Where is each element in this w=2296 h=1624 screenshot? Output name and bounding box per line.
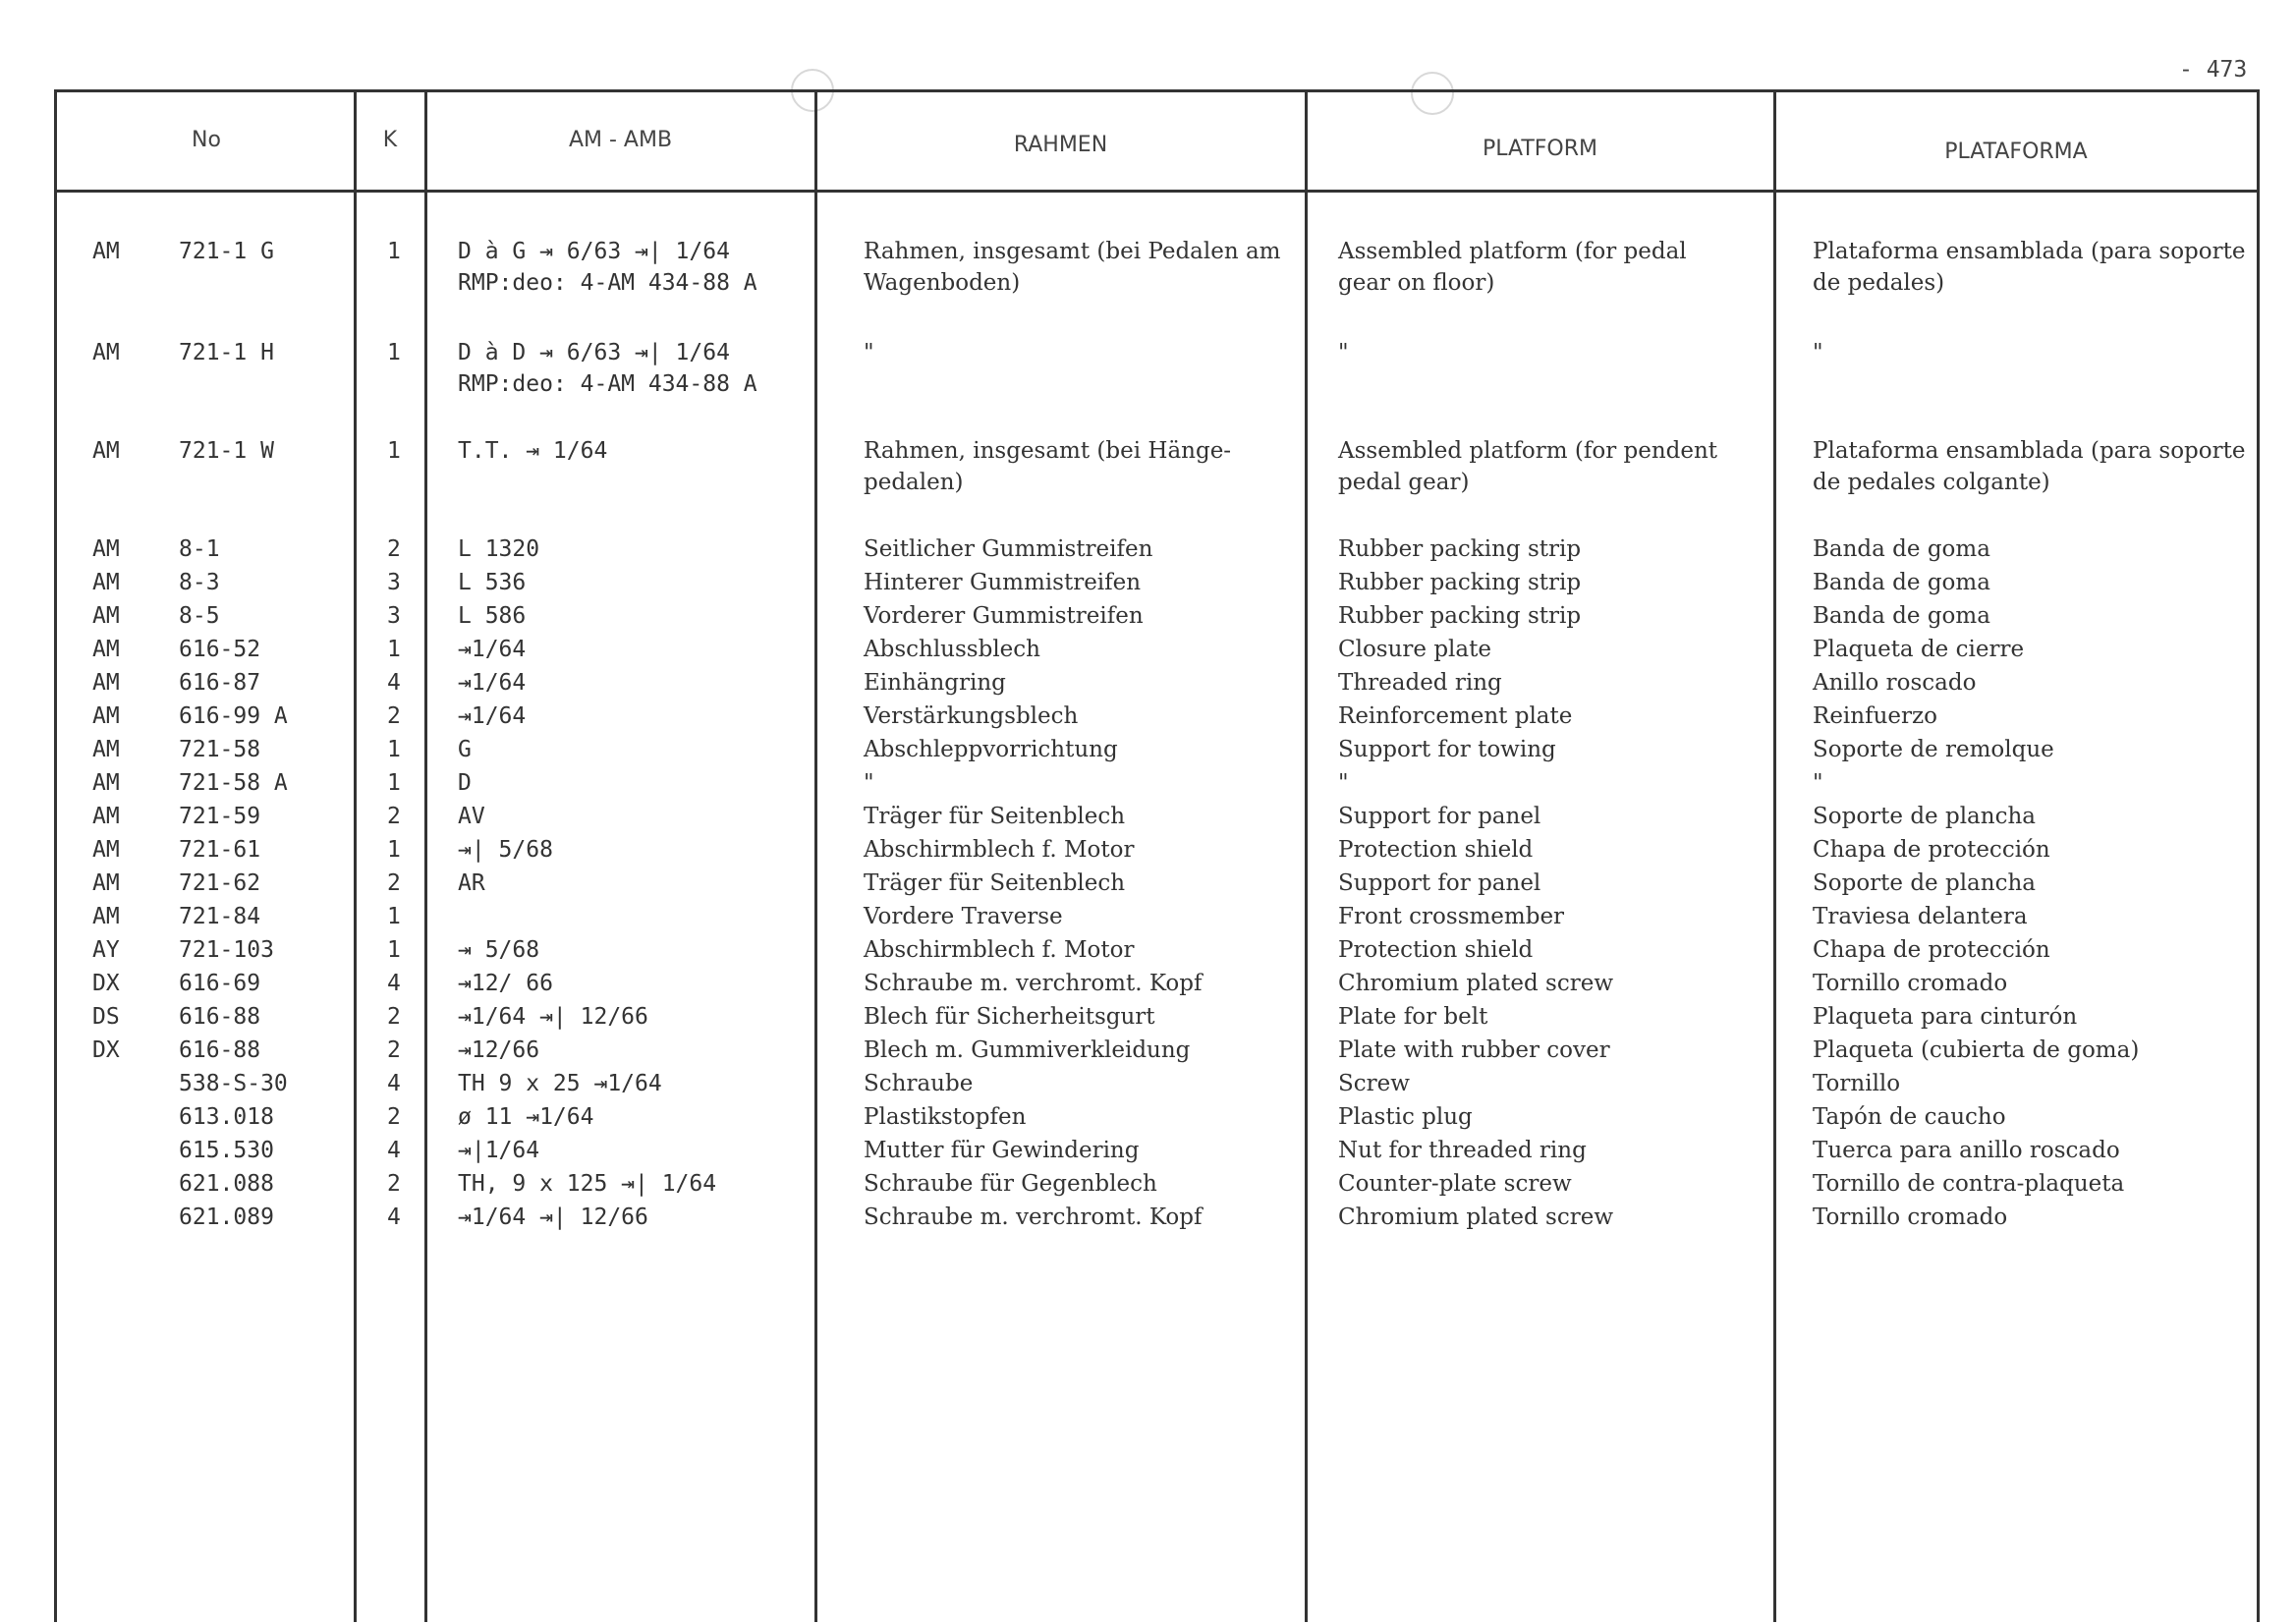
english-description: Protection shield (1338, 937, 1534, 963)
spanish-description: Plataforma ensamblada (para soporte de pedales) (1813, 239, 2246, 296)
spanish-description: Soporte de plancha (1813, 804, 2036, 829)
spanish-description: Tuerca para anillo roscado (1813, 1138, 2120, 1163)
german-description: Schraube m. verchromt. Kopf (864, 971, 1203, 996)
table-row (0, 937, 2296, 971)
english-description: Support for panel (1338, 870, 1541, 896)
spanish-description: Plataforma ensamblada (para soporte de pedales colgante) (1813, 438, 2246, 495)
english-description: Plate with rubber cover (1338, 1037, 1610, 1063)
part-prefix: AM (92, 340, 120, 365)
table-row (0, 804, 2296, 837)
part-prefix: AM (92, 870, 120, 896)
part-prefix: AM (92, 570, 120, 595)
spanish-description: Plaqueta (cubierta de goma) (1813, 1037, 2140, 1063)
table-row (0, 670, 2296, 703)
english-description: Rubber packing strip (1338, 603, 1582, 629)
german-description: Rahmen, insgesamt (bei Hänge- pedalen) (864, 438, 1232, 495)
page-number: - 473 (2179, 57, 2248, 83)
part-number: 621.089 (179, 1204, 274, 1230)
part-number: 538-S-30 (179, 1071, 288, 1096)
german-description: Abschirmblech f. Motor (864, 937, 1135, 963)
table-row (0, 340, 2296, 397)
table-row (0, 1204, 2296, 1238)
application-info: L 586 (458, 603, 527, 629)
spanish-description: Reinfuerzo (1813, 703, 1937, 729)
part-prefix: DX (92, 971, 120, 996)
application-info: ⇥12/66 (458, 1037, 540, 1063)
spanish-description: " (1813, 340, 1823, 365)
application-info: ⇥1/64 (458, 670, 527, 696)
part-number: 8-1 (179, 536, 220, 562)
spanish-description: " (1813, 770, 1823, 796)
header-k: K (382, 128, 398, 152)
part-number: 721-84 (179, 904, 261, 929)
application-info: ⇥1/64 (458, 637, 527, 662)
quantity: 1 (387, 340, 401, 365)
quantity: 2 (387, 1104, 401, 1130)
quantity: 4 (387, 971, 401, 996)
quantity: 2 (387, 1037, 401, 1063)
spanish-description: Banda de goma (1813, 603, 1990, 629)
english-description: " (1338, 770, 1349, 796)
part-prefix: AM (92, 670, 120, 696)
quantity: 2 (387, 804, 401, 829)
part-number: 721-59 (179, 804, 261, 829)
english-description: Nut for threaded ring (1338, 1138, 1587, 1163)
english-description: Screw (1338, 1071, 1410, 1096)
table-row (0, 1071, 2296, 1104)
german-description: Schraube (864, 1071, 974, 1096)
quantity: 1 (387, 837, 401, 863)
part-prefix: AM (92, 737, 120, 762)
spanish-description: Chapa de protección (1813, 837, 2050, 863)
table-row (0, 1104, 2296, 1138)
quantity: 4 (387, 1138, 401, 1163)
application-info: ⇥| 5/68 (458, 837, 553, 863)
spanish-description: Plaqueta para cinturón (1813, 1004, 2078, 1030)
english-description: Rubber packing strip (1338, 536, 1582, 562)
part-number: 616-99 A (179, 703, 288, 729)
spanish-description: Anillo roscado (1813, 670, 1977, 696)
german-description: Blech für Sicherheitsgurt (864, 1004, 1155, 1030)
part-number: 721-1 W (179, 438, 274, 464)
german-description: Schraube m. verchromt. Kopf (864, 1204, 1203, 1230)
application-info: D (458, 770, 472, 796)
german-description: Einhängring (864, 670, 1006, 696)
table-row (0, 536, 2296, 570)
application-info: D à G ⇥ 6/63 ⇥| 1/64 RMP:deo: 4-AM 434-88 A (458, 239, 757, 296)
spanish-description: Tornillo de contra-plaqueta (1813, 1171, 2125, 1197)
part-prefix: AM (92, 904, 120, 929)
application-info: L 536 (458, 570, 527, 595)
spanish-description: Chapa de protección (1813, 937, 2050, 963)
part-prefix: DS (92, 1004, 120, 1030)
english-description: Chromium plated screw (1338, 971, 1614, 996)
part-number: 616-52 (179, 637, 261, 662)
english-description: Assembled platform (for pendent pedal gear) (1338, 438, 1718, 495)
quantity: 2 (387, 870, 401, 896)
part-prefix: AM (92, 239, 120, 264)
header-plataforma: PLATAFORMA (1944, 140, 2088, 164)
application-info: AV (458, 804, 485, 829)
table-row (0, 438, 2296, 495)
table-row (0, 904, 2296, 937)
application-info: TH 9 x 25 ⇥1/64 (458, 1071, 662, 1096)
german-description: " (864, 340, 874, 365)
part-number: 721-61 (179, 837, 261, 863)
part-number: 613.018 (179, 1104, 274, 1130)
part-prefix: AM (92, 804, 120, 829)
german-description: Hinterer Gummistreifen (864, 570, 1142, 595)
quantity: 1 (387, 239, 401, 264)
application-info: ⇥|1/64 (458, 1138, 540, 1163)
quantity: 2 (387, 536, 401, 562)
part-prefix: AM (92, 438, 120, 464)
application-info: TH, 9 x 125 ⇥| 1/64 (458, 1171, 717, 1197)
application-info: ⇥1/64 (458, 703, 527, 729)
part-number: 721-1 H (179, 340, 274, 365)
quantity: 3 (387, 603, 401, 629)
part-prefix: AM (92, 637, 120, 662)
application-info: ⇥12/ 66 (458, 971, 553, 996)
english-description: Front crossmember (1338, 904, 1565, 929)
table-row (0, 870, 2296, 904)
english-description: Rubber packing strip (1338, 570, 1582, 595)
application-info: ⇥1/64 ⇥| 12/66 (458, 1004, 648, 1030)
german-description: Vorderer Gummistreifen (864, 603, 1144, 629)
application-info: ⇥ 5/68 (458, 937, 540, 963)
spanish-description: Banda de goma (1813, 570, 1990, 595)
table-row (0, 1171, 2296, 1204)
quantity: 1 (387, 770, 401, 796)
part-number: 8-3 (179, 570, 220, 595)
part-number: 621.088 (179, 1171, 274, 1197)
spanish-description: Tornillo (1813, 1071, 1901, 1096)
english-description: Plate for belt (1338, 1004, 1488, 1030)
english-description: Counter-plate screw (1338, 1171, 1572, 1197)
part-number: 721-58 (179, 737, 261, 762)
german-description: Blech m. Gummiverkleidung (864, 1037, 1191, 1063)
part-number: 616-87 (179, 670, 261, 696)
application-info: AR (458, 870, 485, 896)
spanish-description: Tapón de caucho (1813, 1104, 2006, 1130)
german-description: Rahmen, insgesamt (bei Pedalen am Wagenboden) (864, 239, 1281, 296)
german-description: Plastikstopfen (864, 1104, 1027, 1130)
table-row (0, 637, 2296, 670)
english-description: Reinforcement plate (1338, 703, 1573, 729)
table-row (0, 971, 2296, 1004)
quantity: 1 (387, 937, 401, 963)
german-description: Verstärkungsblech (864, 703, 1079, 729)
table-row (0, 1004, 2296, 1037)
part-prefix: AM (92, 837, 120, 863)
german-description: Abschlussblech (864, 637, 1040, 662)
application-info: G (458, 737, 472, 762)
spanish-description: Soporte de plancha (1813, 870, 2036, 896)
english-description: Closure plate (1338, 637, 1491, 662)
table-row (0, 770, 2296, 804)
part-prefix: AY (92, 937, 120, 963)
part-prefix: AM (92, 703, 120, 729)
quantity: 3 (387, 570, 401, 595)
part-number: 721-58 A (179, 770, 288, 796)
table-row (0, 570, 2296, 603)
german-description: Träger für Seitenblech (864, 870, 1126, 896)
english-description: " (1338, 340, 1349, 365)
application-info: T.T. ⇥ 1/64 (458, 438, 608, 464)
spanish-description: Plaqueta de cierre (1813, 637, 2025, 662)
table-row (0, 603, 2296, 637)
quantity: 1 (387, 637, 401, 662)
table-row (0, 1138, 2296, 1171)
application-info: D à D ⇥ 6/63 ⇥| 1/64 RMP:deo: 4-AM 434-88 A (458, 340, 757, 397)
part-prefix: AM (92, 770, 120, 796)
english-description: Protection shield (1338, 837, 1534, 863)
quantity: 4 (387, 1071, 401, 1096)
table-row (0, 837, 2296, 870)
header-am-amb: AM - AMB (568, 128, 673, 152)
german-description: Seitlicher Gummistreifen (864, 536, 1153, 562)
part-number: 721-103 (179, 937, 274, 963)
part-number: 721-62 (179, 870, 261, 896)
part-prefix: DX (92, 1037, 120, 1063)
application-info: ⇥1/64 ⇥| 12/66 (458, 1204, 648, 1230)
part-number: 616-88 (179, 1037, 261, 1063)
table-row (0, 239, 2296, 296)
quantity: 4 (387, 1204, 401, 1230)
english-description: Chromium plated screw (1338, 1204, 1614, 1230)
header-platform: PLATFORM (1482, 137, 1598, 161)
german-description: Abschirmblech f. Motor (864, 837, 1135, 863)
spanish-description: Banda de goma (1813, 536, 1990, 562)
quantity: 4 (387, 670, 401, 696)
german-description: Mutter für Gewindering (864, 1138, 1140, 1163)
spanish-description: Soporte de remolque (1813, 737, 2054, 762)
english-description: Plastic plug (1338, 1104, 1473, 1130)
quantity: 2 (387, 1171, 401, 1197)
spanish-description: Traviesa delantera (1813, 904, 2028, 929)
application-info: L 1320 (458, 536, 540, 562)
part-prefix: AM (92, 536, 120, 562)
english-description: Assembled platform (for pedal gear on floor) (1338, 239, 1687, 296)
quantity: 2 (387, 1004, 401, 1030)
quantity: 1 (387, 438, 401, 464)
quantity: 1 (387, 904, 401, 929)
part-prefix: AM (92, 603, 120, 629)
quantity: 1 (387, 737, 401, 762)
german-description: Träger für Seitenblech (864, 804, 1126, 829)
german-description: Vordere Traverse (864, 904, 1063, 929)
spanish-description: Tornillo cromado (1813, 1204, 2008, 1230)
header-rule (54, 190, 2260, 193)
english-description: Threaded ring (1338, 670, 1502, 696)
part-number: 616-69 (179, 971, 261, 996)
english-description: Support for towing (1338, 737, 1556, 762)
part-number: 8-5 (179, 603, 220, 629)
german-description: " (864, 770, 874, 796)
german-description: Abschleppvorrichtung (864, 737, 1118, 762)
spanish-description: Tornillo cromado (1813, 971, 2008, 996)
part-number: 615.530 (179, 1138, 274, 1163)
table-row (0, 1037, 2296, 1071)
table-row (0, 737, 2296, 770)
header-no: No (192, 128, 221, 152)
table-row (0, 703, 2296, 737)
application-info: ø 11 ⇥1/64 (458, 1104, 594, 1130)
header-rahmen: RAHMEN (1013, 133, 1108, 157)
english-description: Support for panel (1338, 804, 1541, 829)
part-number: 616-88 (179, 1004, 261, 1030)
quantity: 2 (387, 703, 401, 729)
part-number: 721-1 G (179, 239, 274, 264)
german-description: Schraube für Gegenblech (864, 1171, 1157, 1197)
